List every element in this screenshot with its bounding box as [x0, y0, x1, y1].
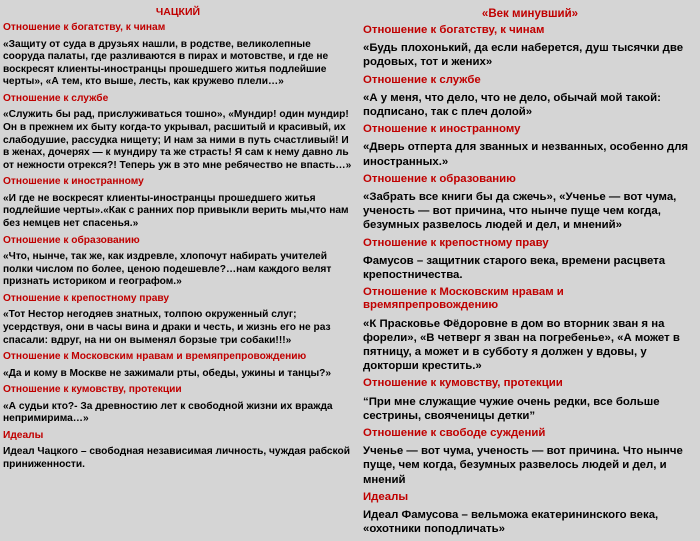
section-heading: Отношение к образованию	[363, 172, 516, 185]
section-heading: Отношение к богатству, к чинам	[3, 22, 166, 33]
left-section	[3, 384, 353, 426]
left-section	[3, 176, 353, 230]
left-section	[3, 235, 353, 289]
right-section	[363, 123, 697, 169]
section-text: «К Прасковье Фёдоровне в дом во вторник зван я на форели», «В четверг я зван на погребенье», «А может в пятницу, а может и в субботу я должен у вдовы, у докторши крестить.»	[363, 317, 680, 373]
right-section	[363, 74, 697, 120]
left-section	[3, 430, 353, 472]
section-text: Идеал Фамусова – вельможа екатерининского века, «охотники поподличать»	[363, 509, 659, 536]
section-heading: Отношение к кумовству, протекции	[3, 384, 182, 396]
section-heading: Отношение к иностранному	[363, 123, 521, 136]
section-text: «Будь плохонький, да если наберется, душ тысячки две родовых, тот и жених»	[363, 42, 684, 69]
section-heading: Отношение к богатству, к чинам	[363, 24, 545, 36]
section-heading: Отношение к иностранному	[3, 176, 144, 188]
section-text: «Да и кому в Москве не зажимали рты, обеды, ужины и танцы?»	[3, 367, 332, 379]
right-section	[363, 491, 697, 537]
section-text: «Служить бы рад, прислуживаться тошно», «Мундир! один мундир! Он в прежнем их быту когда-то укрывал, расшитый и красивый, их слабодушие, рассудка нищету; И нам за ними в путь счастливый! И в женах, дочерях — к мундиру та же страсть! Я сам к нему давно ль от нежности отрекся?! Теперь уж в это мне ребячество не впасть…»	[3, 109, 352, 171]
section-text: «А судьи кто?- За древностию лет к свободной жизни их вражда непримирима…»	[3, 400, 333, 425]
section-heading: Отношение к свободе суждений	[363, 427, 546, 440]
right-section	[363, 377, 697, 423]
section-text: Ученье — вот чума, ученость — вот причина. Что нынче пуще, чем когда, безумных развелось людей и дел, и мнений	[363, 445, 683, 486]
past-century-title: «Век минувший»	[481, 8, 579, 20]
left-section	[3, 22, 353, 89]
right-section	[363, 427, 697, 487]
section-heading: Отношение к Московским нравам и времяпрепровождению	[3, 351, 307, 363]
section-text: Идеал Чацкого – свободная независимая личность, чуждая рабской приниженности.	[3, 446, 350, 471]
right-section	[363, 173, 697, 233]
section-text: «Защиту от суда в друзьях нашли, в родстве, великолепные сооруда палаты, где разливаются в пирах и мотовстве, и где не воскресят клиенты-иностранцы прошедшего житья подлейшие черты», «А тем, кто выше, лесть, как кружево плели…»	[3, 38, 329, 88]
section-heading: Отношение к службе	[363, 73, 481, 86]
section-text: «Тот Нестор негодяев знатных, толпою окруженный слуг; усердствуя, они в часы вина и драки и честь, и жизнь его не раз спасали: вдруг, на ни он выменял борзые три собаки!!!»	[3, 309, 331, 346]
left-section	[3, 351, 353, 380]
left-section	[3, 293, 353, 347]
section-text: “При мне служащие чужие очень редки, все больше сестрины, свояченицы детки”	[363, 395, 660, 422]
chatsky-column	[3, 0, 353, 472]
section-heading: Отношение к кумовству, протекции	[363, 377, 563, 390]
section-text: «А у меня, что дело, что не дело, обычай мой такой: подписано, так с плеч долой»	[363, 91, 661, 119]
section-heading: Идеалы	[3, 429, 44, 441]
section-text: «Дверь отперта для званных и незванных, особенно для иностранных.»	[363, 141, 689, 168]
section-text: «И где не воскресят клиенты-иностранцы прошедшего житья подлейшие черты».«Как с ранних пор привыкли верить мы,что нам без немцев нет спасенья.»	[3, 192, 349, 230]
section-text: «Что, нынче, так же, как издревле, хлопочут набирать учителей полки числом по более, ценою подешевле?…нам каждого велят признать историком и географом.»	[3, 251, 332, 288]
section-heading: Отношение к крепостному праву	[3, 292, 170, 304]
right-section	[363, 237, 697, 283]
section-heading: Отношение к образованию	[3, 234, 140, 246]
right-section	[363, 24, 697, 70]
section-text: «Забрать все книги бы да сжечь», «Ученье — вот чума, ученость — вот причина, что нынче пуще чем когда, безумных развелось людей и дел, и мнений»	[363, 191, 677, 232]
left-section	[3, 93, 353, 172]
past-century-column	[363, 0, 697, 537]
chatsky-title: ЧАЦКИЙ	[155, 6, 201, 18]
section-text: Фамусов – защитник старого века, времени расцвета крепостничества.	[363, 254, 666, 282]
section-heading: Отношение к службе	[3, 92, 109, 104]
right-section	[363, 286, 697, 373]
section-heading: Идеалы	[363, 490, 409, 503]
section-heading: Отношение к Московским нравам и времяпрепровождению	[363, 286, 564, 312]
section-heading: Отношение к крепостному праву	[363, 236, 549, 249]
